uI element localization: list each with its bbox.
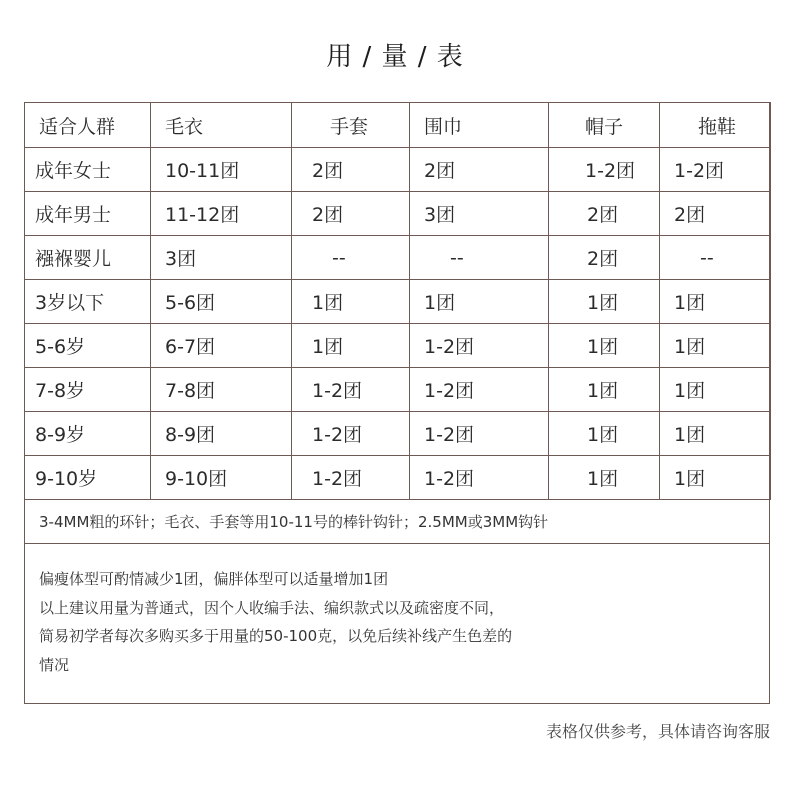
table-cell: --	[660, 236, 771, 280]
table-cell: 1-2团	[410, 368, 549, 412]
table-cell: 1团	[549, 412, 660, 456]
table-cell: 1团	[292, 280, 410, 324]
table-cell: 1团	[660, 368, 771, 412]
note-line: 简易初学者每次多购买多于用量的50-100克，以免后续补线产生色差的	[39, 627, 513, 645]
note-line: 情况	[39, 655, 70, 674]
table-cell: 成年男士	[25, 192, 151, 236]
table-cell: 2团	[292, 148, 410, 192]
table-cell: 1团	[549, 456, 660, 500]
table-cell: 11-12团	[151, 192, 292, 236]
table-cell: 1团	[660, 324, 771, 368]
table-cell: 5-6岁	[25, 324, 151, 368]
table-cell: 1团	[549, 368, 660, 412]
table-cell: 5-6团	[151, 280, 292, 324]
table-header-cell: 围巾	[410, 103, 549, 148]
table-cell: 3团	[410, 192, 549, 236]
table-cell: 2团	[410, 148, 549, 192]
needle-note: 3-4MM粗的环针；毛衣、手套等用10-11号的棒针钩针；2.5MM或3MM钩针	[25, 500, 769, 544]
table-cell: 1-2团	[660, 148, 771, 192]
usage-table	[24, 102, 771, 500]
note-line: 以上建议用量为普通式，因个人收编手法、编织款式以及疏密度不同，	[39, 598, 505, 617]
table-cell: 9-10岁	[25, 456, 151, 500]
table-cell: --	[292, 236, 410, 280]
table-cell: 1团	[410, 280, 549, 324]
table-cell: 1-2团	[292, 412, 410, 456]
table-cell: 6-7团	[151, 324, 292, 368]
table-cell: 3岁以下	[25, 280, 151, 324]
table-row	[25, 368, 771, 412]
table-cell: 3团	[151, 236, 292, 280]
table-cell: 7-8岁	[25, 368, 151, 412]
table-cell: 1-2团	[410, 412, 549, 456]
table-header-cell: 帽子	[549, 103, 660, 148]
table-cell: 2团	[549, 192, 660, 236]
table-cell: 1团	[549, 324, 660, 368]
table-cell: 1团	[292, 324, 410, 368]
table-row	[25, 412, 771, 456]
table-cell: 1团	[549, 280, 660, 324]
table-header-cell: 适合人群	[25, 103, 151, 148]
table-cell: 1团	[660, 280, 771, 324]
table-row	[25, 280, 771, 324]
table-header-cell: 手套	[292, 103, 410, 148]
table-row	[25, 236, 771, 280]
page-title: 用 / 量 / 表	[326, 42, 464, 72]
table-row	[25, 148, 771, 192]
table-cell: 7-8团	[151, 368, 292, 412]
table-cell: 1团	[660, 412, 771, 456]
note-line: 偏瘦体型可酌情减少1团，偏胖体型可以适量增加1团	[39, 570, 389, 588]
table-cell: 9-10团	[151, 456, 292, 500]
table-cell: 1团	[660, 456, 771, 500]
usage-table-frame	[24, 102, 770, 704]
table-cell: 1-2团	[292, 368, 410, 412]
table-cell: 1-2团	[410, 456, 549, 500]
table-row	[25, 324, 771, 368]
footer-disclaimer: 表格仅供参考，具体请咨询客服	[545, 722, 770, 741]
table-cell: 襁褓婴儿	[25, 236, 151, 280]
table-header-cell: 毛衣	[151, 103, 292, 148]
table-cell: 2团	[292, 192, 410, 236]
table-cell: --	[410, 236, 549, 280]
table-cell: 2团	[549, 236, 660, 280]
usage-notes	[39, 565, 759, 679]
table-cell: 10-11团	[151, 148, 292, 192]
table-row	[25, 192, 771, 236]
table-cell: 成年女士	[25, 148, 151, 192]
table-cell: 1-2团	[549, 148, 660, 192]
table-header-row	[25, 103, 771, 148]
table-cell: 2团	[660, 192, 771, 236]
table-cell: 1-2团	[410, 324, 549, 368]
table-cell: 1-2团	[292, 456, 410, 500]
table-header-cell: 拖鞋	[660, 103, 771, 148]
table-row	[25, 456, 771, 500]
table-cell: 8-9团	[151, 412, 292, 456]
table-cell: 8-9岁	[25, 412, 151, 456]
